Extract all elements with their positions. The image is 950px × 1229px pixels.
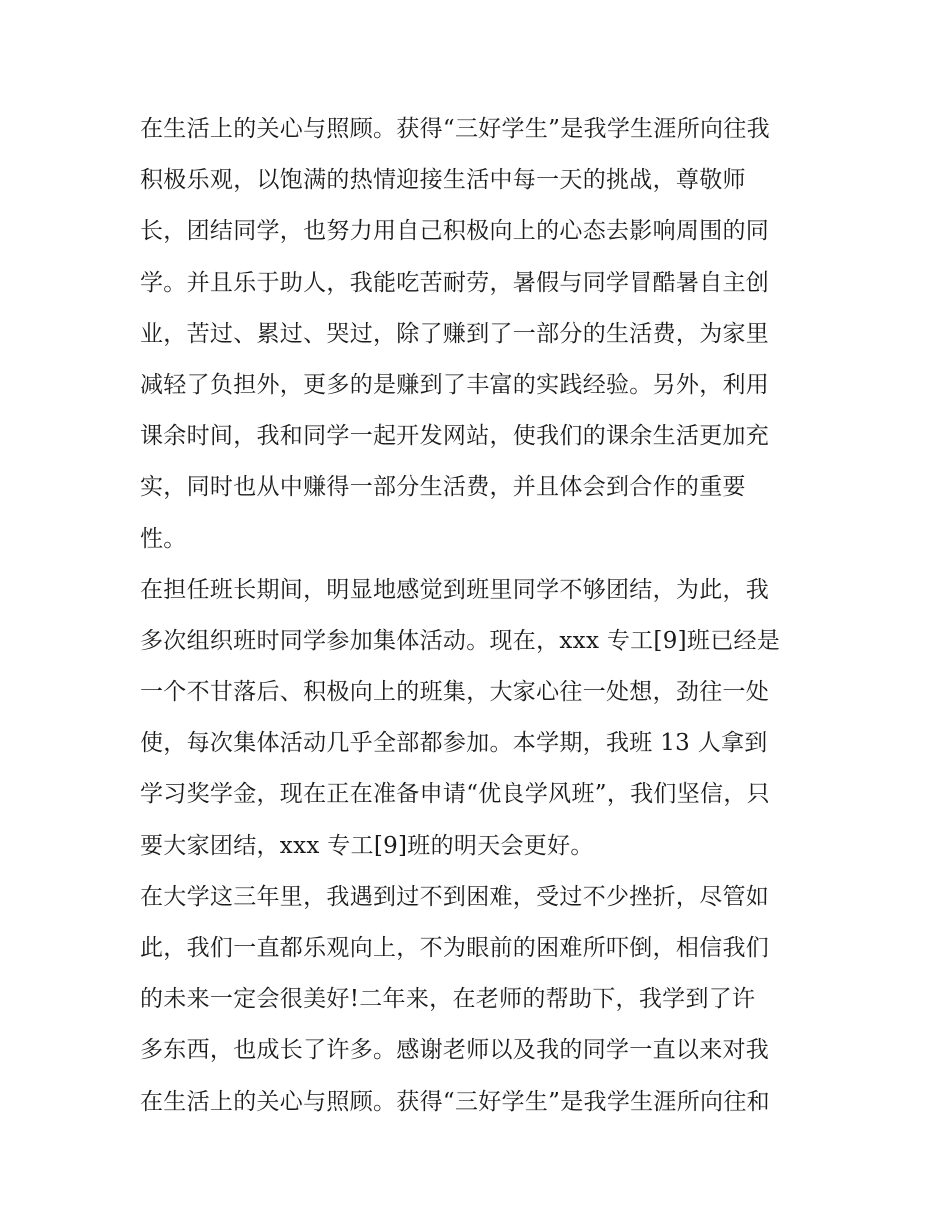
text-line-15: 要大家团结，xxx 专工[9]班的明天会更好。 xyxy=(140,832,594,859)
text-line-7: 课余时间，我和同学一起开发网站，使我们的课余生活更加充 xyxy=(140,423,770,450)
text-line-12: 一个不甘落后、积极向上的班集，大家心往一处想，劲往一处 xyxy=(140,679,770,706)
text-line-11: 多次组织班时同学参加集体活动。现在，xxx 专工[9]班已经是 xyxy=(140,627,781,654)
text-line-14: 学习奖学金，现在正在准备申请“优良学风班”，我们坚信，只 xyxy=(140,781,770,808)
text-line-10: 在担任班长期间，明显地感觉到班里同学不够团结，为此，我 xyxy=(140,576,770,603)
document-body xyxy=(140,104,820,1128)
text-line-2: 积极乐观，以饱满的热情迎接生活中每一天的挑战，尊敬师 xyxy=(140,167,746,194)
text-line-9: 性。 xyxy=(140,525,187,552)
text-line-20: 在生活上的关心与照顾。获得“三好学生”是我学生涯所向往和 xyxy=(140,1088,770,1115)
text-line-4: 学。并且乐于助人，我能吃苦耐劳，暑假与同学冒酷暑自主创 xyxy=(140,269,770,296)
text-line-6: 减轻了负担外，更多的是赚到了丰富的实践经验。另外，利用 xyxy=(140,371,770,398)
text-line-3: 长，团结同学，也努力用自己积极向上的心态去影响周围的同 xyxy=(140,218,770,245)
text-line-17: 此，我们一直都乐观向上，不为眼前的困难所吓倒，相信我们 xyxy=(140,935,770,961)
text-line-1: 在生活上的关心与照顾。获得“三好学生”是我学生涯所向往我 xyxy=(140,116,770,142)
text-line-5: 业，苦过、累过、哭过，除了赚到了一部分的生活费，为家里 xyxy=(140,320,770,347)
text-line-13: 使，每次集体活动几乎全部都参加。本学期，我班 13 人拿到 xyxy=(140,730,768,757)
text-line-19: 多东西，也成长了许多。感谢老师以及我的同学一直以来对我 xyxy=(140,1037,770,1064)
text-line-8: 实，同时也从中赚得一部分生活费，并且体会到合作的重要 xyxy=(140,474,746,501)
text-line-16: 在大学这三年里，我遇到过不到困难，受过不少挫折，尽管如 xyxy=(140,883,770,910)
text-line-18: 的未来一定会很美好!二年来，在老师的帮助下，我学到了许 xyxy=(140,986,756,1013)
